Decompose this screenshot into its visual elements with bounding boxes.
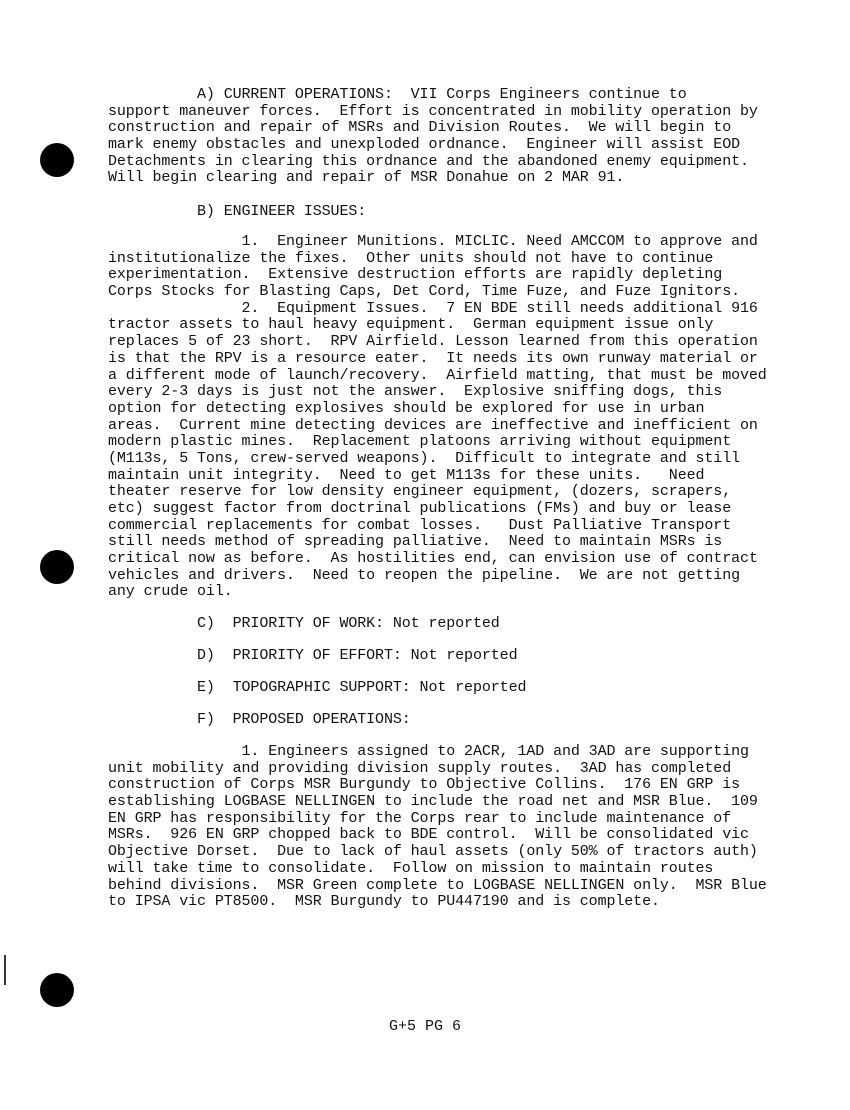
text-line: institutionalize the fixes. Other units should not have to continue — [108, 249, 714, 267]
punch-hole-bottom — [40, 973, 74, 1007]
text-line: mark enemy obstacles and unexploded ordnance. Engineer will assist EOD — [108, 136, 741, 154]
text-line: option for detecting explosives should be explored for use in urban — [108, 399, 705, 417]
text-line: support maneuver forces. Effort is concentrated in mobility operation by — [108, 102, 758, 120]
text-line: 2. Equipment Issues. 7 EN BDE still needs additional 916 — [108, 299, 758, 317]
text-line: 1. Engineer Munitions. MICLIC. Need AMCCOM to approve and — [108, 233, 758, 250]
text-line: 1. Engineers assigned to 2ACR, 1AD and 3AD are supporting — [108, 743, 749, 760]
text-line: is that the RPV is a resource eater. It needs its own runway material or — [108, 349, 758, 367]
section-e-topographic-support — [108, 680, 526, 697]
section-f-proposed-operations — [108, 744, 767, 911]
text-line: construction and repair of MSRs and Division Routes. We will begin to — [108, 119, 732, 137]
text-line: to IPSA vic PT8500. MSR Burgundy to PU447190 and is complete. — [108, 893, 660, 911]
section-d-priority-of-effort — [108, 648, 517, 665]
heading: F) PROPOSED OPERATIONS: — [108, 711, 411, 728]
text-line: Detachments in clearing this ordnance and the abandoned enemy equipment. — [108, 152, 749, 170]
text-line: replaces 5 of 23 short. RPV Airfield. Lesson learned from this operation — [108, 333, 758, 351]
heading: D) PRIORITY OF EFFORT: Not reported — [108, 647, 518, 664]
section-c-priority-of-work — [108, 616, 500, 633]
text-line: areas. Current mine detecting devices are ineffective and inefficient on — [108, 416, 758, 434]
text-line: A) CURRENT OPERATIONS: VII Corps Engineers continue to — [108, 86, 687, 103]
text-line: establishing LOGBASE NELLINGEN to include the road net and MSR Blue. 109 — [108, 793, 758, 811]
scan-edge-mark — [4, 955, 6, 985]
text-line: still needs method of spreading palliative. Need to maintain MSRs is — [108, 533, 723, 551]
text-line: a different mode of launch/recovery. Airfield matting, that must be moved — [108, 366, 767, 384]
text-line: construction of Corps MSR Burgundy to Objective Collins. 176 EN GRP is — [108, 776, 741, 794]
text-line: modern plastic mines. Replacement platoons arriving without equipment — [108, 433, 732, 451]
heading: B) ENGINEER ISSUES: — [108, 203, 367, 220]
text-line: maintain unit integrity. Need to get M113s for these units. Need — [108, 466, 705, 484]
text-line: critical now as before. As hostilities end, can envision use of contract — [108, 550, 758, 568]
text-line: any crude oil. — [108, 583, 233, 601]
text-line: EN GRP has responsibility for the Corps rear to include maintenance of — [108, 809, 732, 827]
text-line: etc) suggest factor from doctrinal publications (FMs) and buy or lease — [108, 500, 732, 517]
section-b-heading — [108, 204, 366, 221]
text-line: behind divisions. MSR Green complete to LOGBASE NELLINGEN only. MSR Blue — [108, 876, 767, 894]
text-line: theater reserve for low density engineer equipment, (dozers, scrapers, — [108, 483, 732, 501]
heading: C) PRIORITY OF WORK: Not reported — [108, 615, 500, 632]
section-f-heading — [108, 712, 411, 729]
text-line: commercial replacements for combat losses. Dust Palliative Transport — [108, 516, 732, 534]
text-line: every 2-3 days is just not the answer. Explosive sniffing dogs, this — [108, 383, 723, 401]
text-line: will take time to consolidate. Follow on mission to maintain routes — [108, 859, 714, 877]
text-line: Will begin clearing and repair of MSR Donahue on 2 MAR 91. — [108, 169, 625, 187]
text-line: Objective Dorset. Due to lack of haul assets (only 50% of tractors auth) — [108, 843, 758, 861]
text-line: MSRs. 926 EN GRP chopped back to BDE control. Will be consolidated vic — [108, 826, 749, 844]
text-line: unit mobility and providing division supply routes. 3AD has completed — [108, 759, 732, 777]
section-a-current-operations — [108, 87, 758, 187]
punch-hole-top — [40, 143, 74, 177]
page-footer: G+5 PG 6 — [388, 1018, 461, 1035]
heading: E) TOPOGRAPHIC SUPPORT: Not reported — [108, 679, 527, 696]
punch-hole-middle — [40, 550, 74, 584]
text-line: tractor assets to haul heavy equipment. German equipment issue only — [108, 316, 714, 334]
section-b-engineer-issues — [108, 234, 767, 601]
text-line: experimentation. Extensive destruction efforts are rapidly depleting — [108, 266, 723, 284]
text-line: vehicles and drivers. Need to reopen the pipeline. We are not getting — [108, 566, 741, 584]
text-line: Corps Stocks for Blasting Caps, Det Cord, Time Fuze, and Fuze Ignitors. — [108, 283, 741, 301]
text-line: (M113s, 5 Tons, crew-served weapons). Difficult to integrate and still — [108, 449, 741, 467]
